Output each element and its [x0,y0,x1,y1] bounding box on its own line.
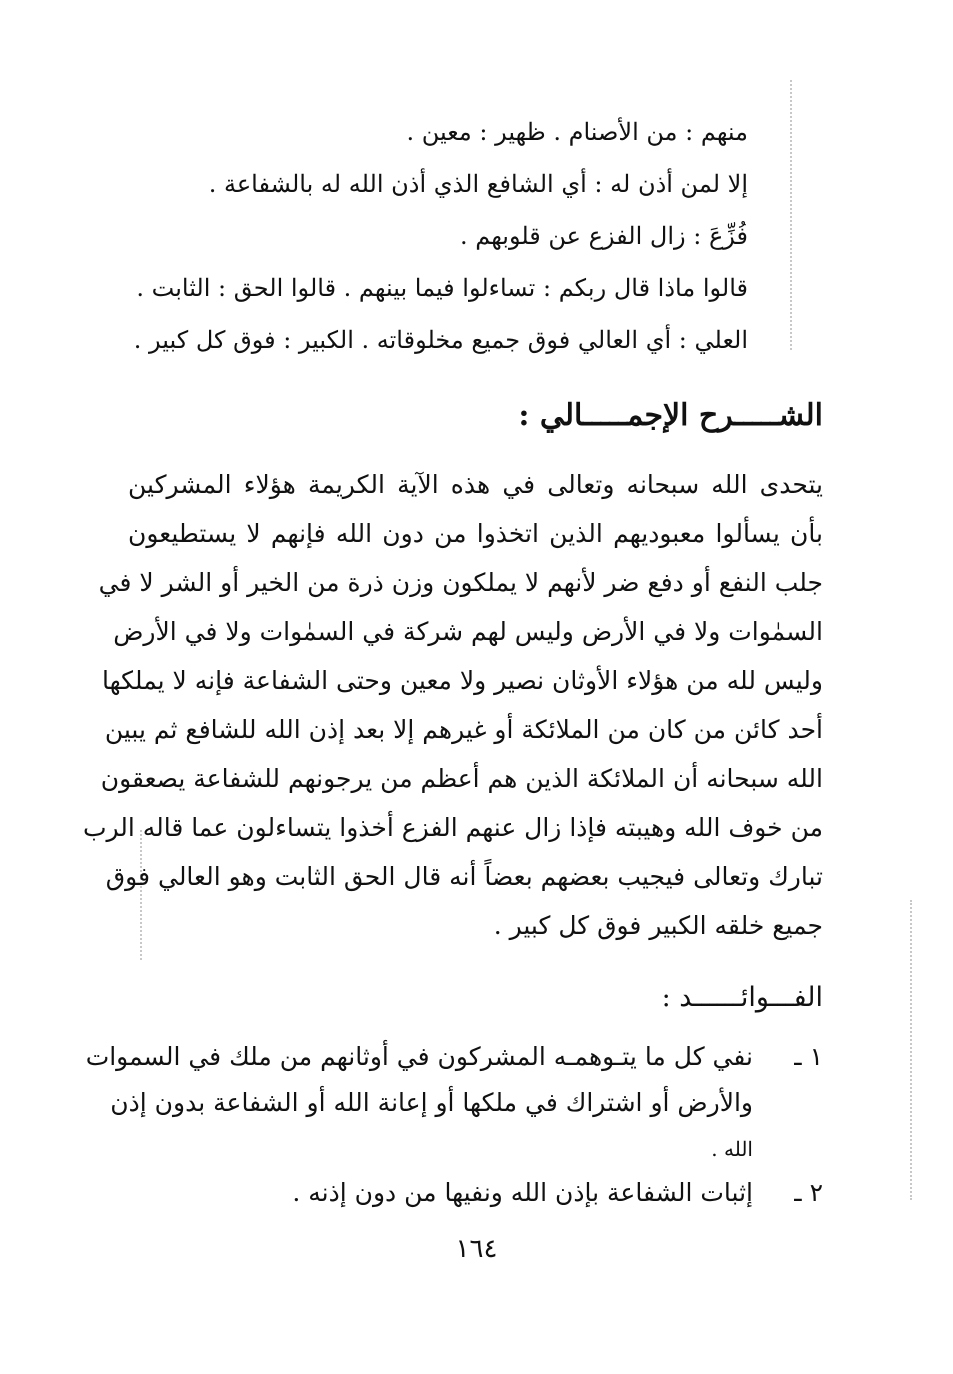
summary-line: أحد كائن من كان من الملائكة أو غيرهم إلا بعد إذن الله للشافع ثم يبين [104,715,823,744]
benefit-item [85,1034,823,1172]
summary-paragraph [82,460,823,950]
summary-line: تبارك وتعالى فيجيب بعضهم بعضاً أنه قال الحق الثابت وهو العالي فوق [105,862,823,891]
page-number: ١٦٤ [455,1234,498,1264]
vocabulary-line: منهم : من الأصنام . ظهير : معين . [406,118,748,146]
summary-line: وليس لله من هؤلاء الأوثان نصير ولا معين وحتى الشفاعة فإنه لا يملكها [101,666,823,695]
vocabulary-section [108,106,748,366]
summary-line: جميع خلقه الكبير فوق كل كبير . [493,911,823,940]
benefit-line: الله . [711,1137,753,1161]
summary-line: الله سبحانه أن الملائكة الذين هم أعظم من يرجونهم للشفاعة يصعقون [100,764,823,793]
scan-artifact [910,900,912,1200]
vocabulary-line: إلا لمن أذن له : أي الشافع الذي أذن الله له بالشفاعة . [208,170,748,198]
vocabulary-line: فُزِّعَ : زال الفزع عن قلوبهم . [459,222,748,250]
benefit-line: إثبات الشفاعة بإذن الله ونفيها من دون إذنه . [292,1178,753,1207]
summary-line: يتحدى الله سبحانه وتعالى في هذه الآية الكريمة هؤلاء المشركين [128,470,823,499]
benefit-number: ١ ـ [794,1042,823,1071]
vocabulary-line: العلي : أي العالي فوق جميع مخلوقاته . الكبير : فوق كل كبير . [133,326,748,354]
benefit-line: نفي كل ما يتـوهمـه المشركون في أوثانهم من ملك في السموات [85,1042,753,1071]
summary-heading: الشـــــرح الإجمـــــالي : [518,398,823,433]
summary-line: بأن يسألوا معبوديهم الذين اتخذوا من دون الله فإنهم لا يستطيعون [128,519,823,548]
summary-line: السمٰوات ولا في الأرض وليس لهم شركة في السمٰوات ولا في الأرض [113,617,823,646]
benefits-heading: الفـــوائــــــد : [661,982,823,1013]
benefit-item [128,1170,823,1216]
summary-line: جلب النفع أو دفع ضر لأنهم لا يملكون وزن ذرة من الخير أو الشر لا في [98,568,823,597]
benefit-number: ٢ ـ [794,1178,823,1207]
benefit-line: والأرض أو اشتراك في ملكها أو إعانة الله أو الشفاعة بدون إذن [110,1088,753,1117]
scan-artifact [790,80,792,350]
summary-line: من خوف الله وهيبته فإذا زال عنهم الفزع أخذوا يتساءلون عما قاله الرب [82,813,823,842]
vocabulary-line: قالوا ماذا قال ربكم : تساءلوا فيما بينهم . قالوا الحق : الثابت . [136,274,748,302]
